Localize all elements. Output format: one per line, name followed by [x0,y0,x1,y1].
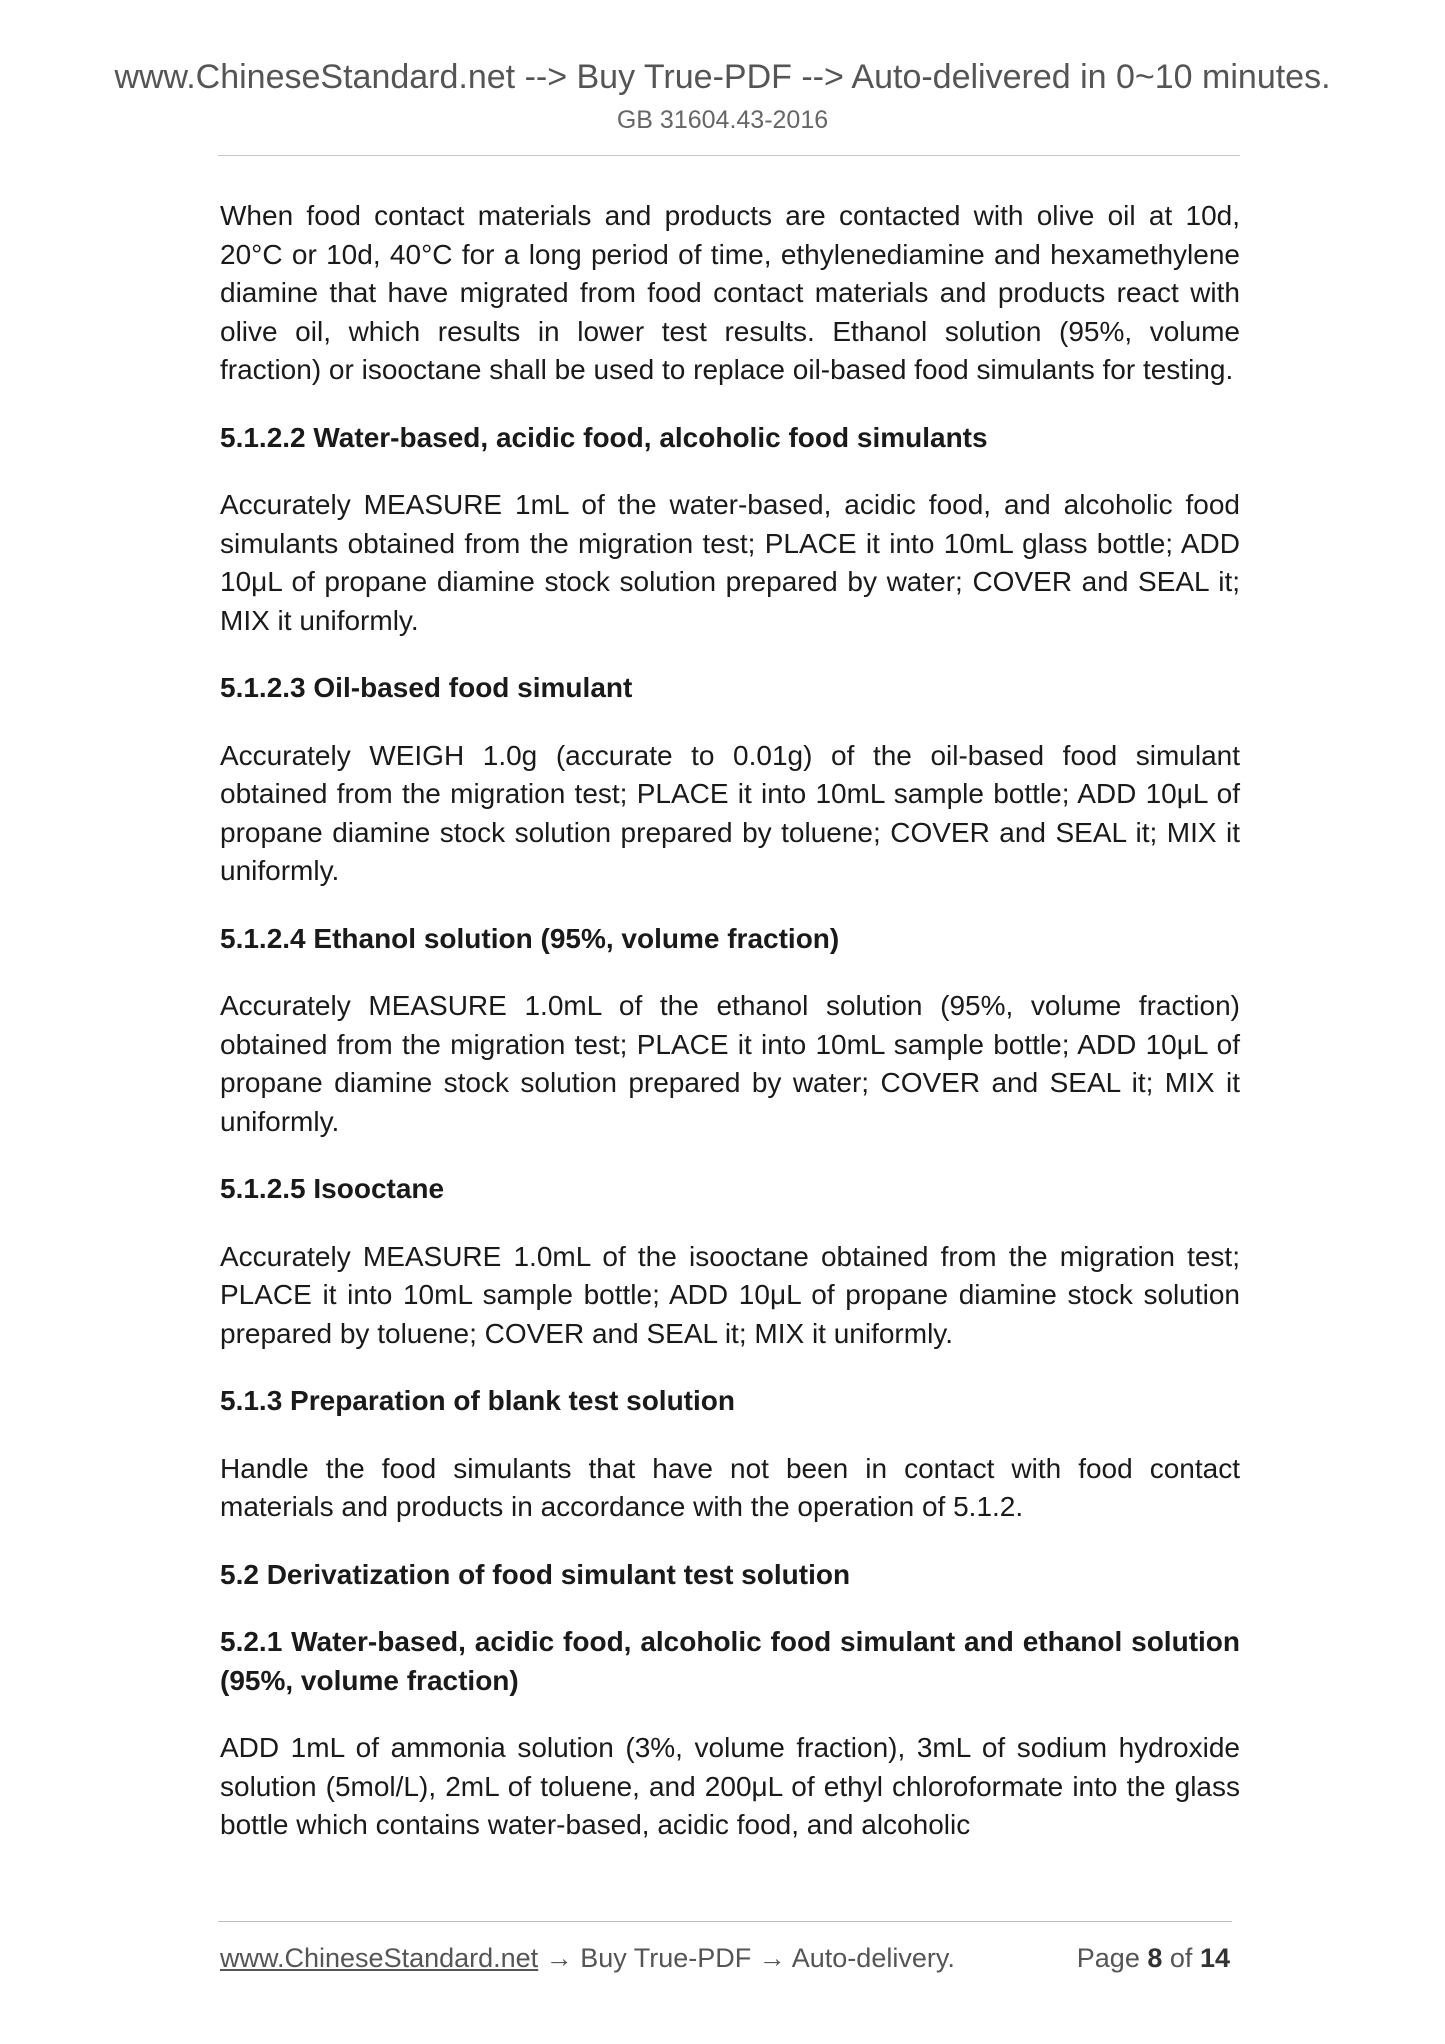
paragraph-5-2-1: ADD 1mL of ammonia solution (3%, volume fraction), 3mL of sodium hydroxide solution (5mol/L), 2mL of toluene, and 200μL of ethyl chloroformate into the glass bottle which contains water-based, acidic food, and alcoholic [220,1732,1240,1840]
page-label: Page [1076,1943,1140,1973]
heading-5-2-1: 5.2.1 Water-based, acidic food, alcoholic food simulant and ethanol solution (95%, volume fraction) [220,1626,1240,1696]
paragraph-5-1-2-4: Accurately MEASURE 1.0mL of the ethanol solution (95%, volume fraction) obtained from the migration test; PLACE it into 10mL sample bottle; ADD 10μL of propane diamine stock solution prepared by water; COVER and SEAL it; MIX it uniformly. [220,990,1240,1137]
paragraph-5-1-3: Handle the food simulants that have not been in contact with food contact materials and products in accordance with the operation of 5.1.2. [220,1452,1240,1522]
paragraph-olive-oil-note: When food contact materials and products are contacted with olive oil at 10d, 20°C or 10d, 40°C for a long period of time, ethylenediamine and hexamethylene diamine that have migrated from food contact materials and products react with olive oil, which results in lower test results. Ethanol solution (95%, volume fraction) or isooctane shall be used to replace oil-based food simulants for testing. [220,200,1240,385]
heading-5-2: 5.2 Derivatization of food simulant test solution [220,1558,851,1590]
paragraph-5-1-2-5: Accurately MEASURE 1.0mL of the isooctane obtained from the migration test; PLACE it into 10mL sample bottle; ADD 10μL of propane diamine stock solution prepared by toluene; COVER and SEAL it; MIX it uniformly. [220,1240,1240,1349]
header-divider [218,155,1240,156]
document-body [220,197,1240,1874]
footer-arrow-2: → [751,1943,792,1973]
of-label: of [1169,1943,1193,1973]
heading-5-1-2-3: 5.1.2.3 Oil-based food simulant [220,672,633,703]
footer-arrow-1: → [538,1943,581,1973]
footer-site-link[interactable]: www.ChineseStandard.net [220,1943,539,1973]
paragraph-5-1-2-2: Accurately MEASURE 1mL of the water-based, acidic food, and alcoholic food simulants obtained from the migration test; PLACE it into 10mL glass bottle; ADD 10μL of propane diamine stock solution prepared by water; COVER and SEAL it; MIX it uniformly. [220,489,1240,636]
footer-divider [218,1921,1232,1922]
page-indicator [1077,1943,1230,1974]
footer-buy-text: Buy True-PDF [580,1943,752,1973]
footer-links [220,1943,955,1974]
footer-delivery-text: Auto-delivery. [791,1943,955,1973]
heading-5-1-2-4: 5.1.2.4 Ethanol solution (95%, volume fraction) [220,922,840,954]
heading-5-1-3: 5.1.3 Preparation of blank test solution [220,1385,735,1416]
heading-5-1-2-2: 5.1.2.2 Water-based, acidic food, alcoholic food simulants [220,421,988,453]
heading-5-1-2-5: 5.1.2.5 Isooctane [220,1173,445,1204]
paragraph-5-1-2-3: Accurately WEIGH 1.0g (accurate to 0.01g) of the oil-based food simulant obtained from the migration test; PLACE it into 10mL sample bottle; ADD 10μL of propane diamine stock solution prepared by toluene; COVER and SEAL it; MIX it uniformly. [220,739,1240,886]
standard-number: GB 31604.43-2016 [616,106,829,134]
header-banner: www.ChineseStandard.net --> Buy True-PDF --> Auto-delivered in 0~10 minutes. [114,58,1331,96]
page-number: 8 [1147,1943,1163,1973]
total-pages: 14 [1199,1943,1230,1973]
